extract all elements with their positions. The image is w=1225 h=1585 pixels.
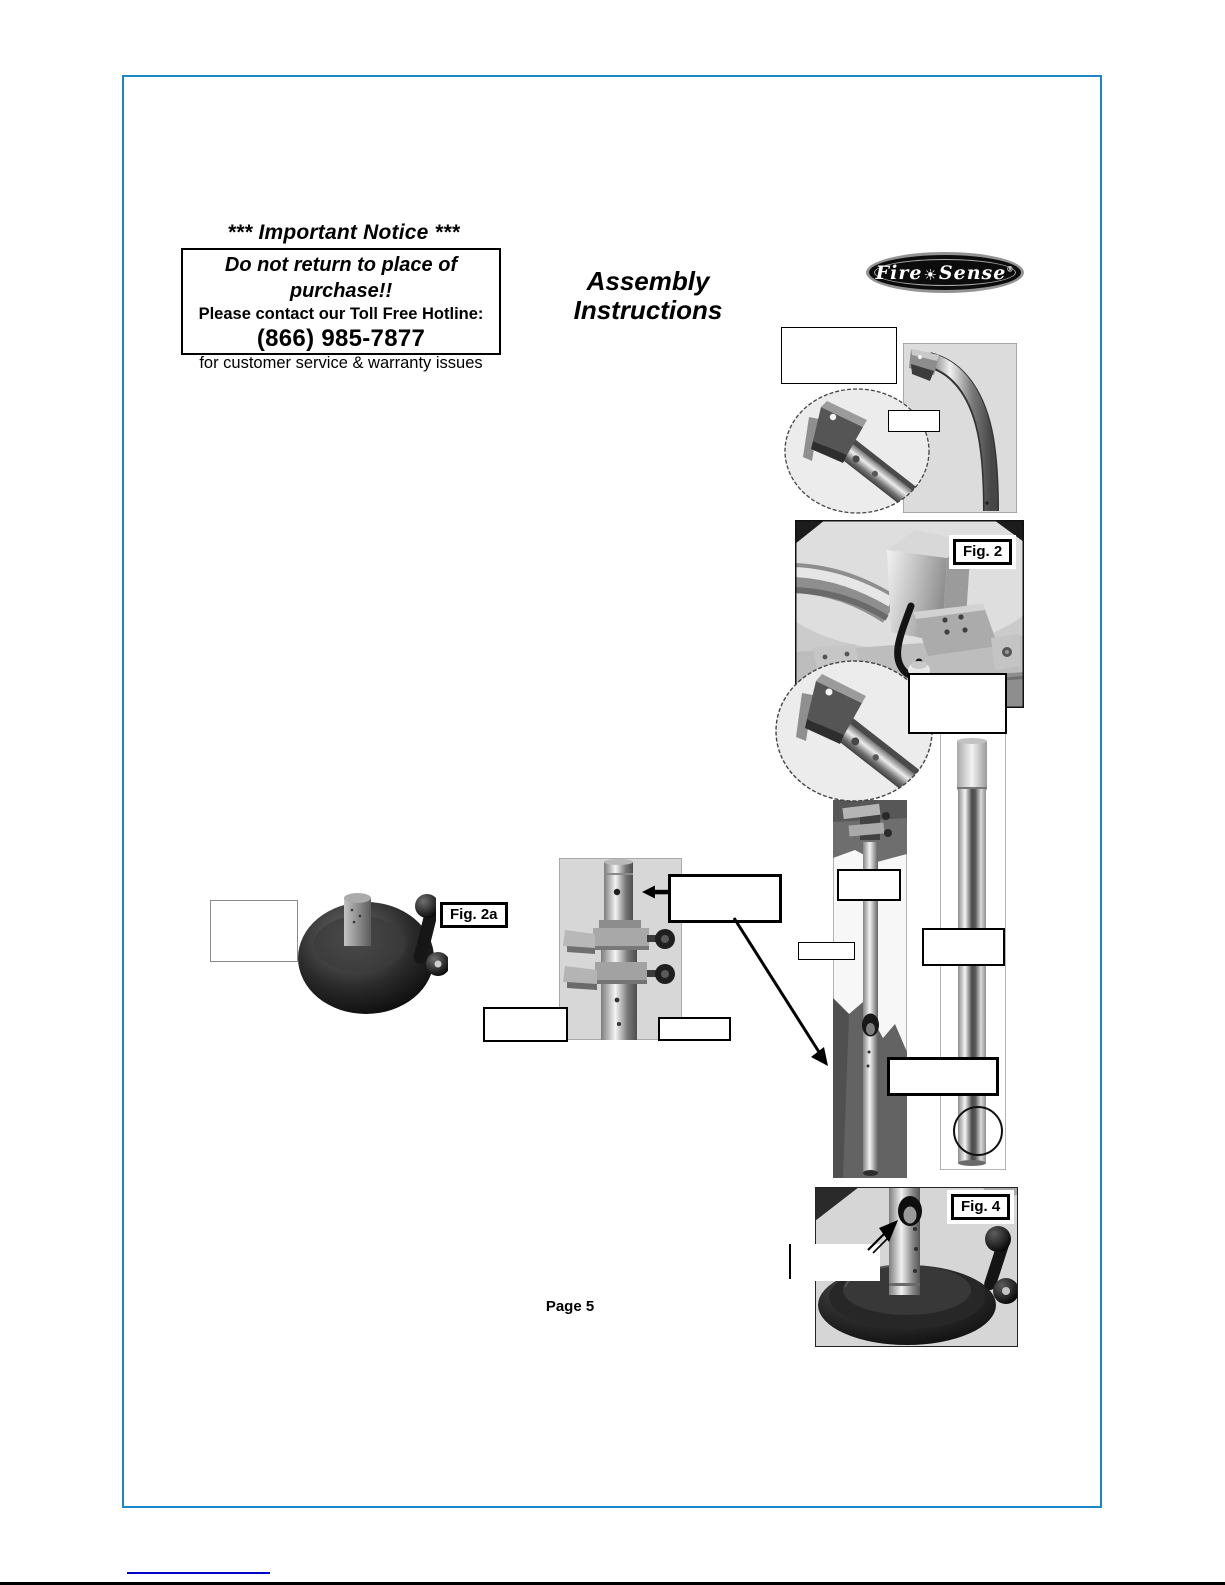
callout-box-fig2	[908, 673, 1007, 734]
callout-box-center-right	[658, 1017, 731, 1041]
callout-box-fig1	[781, 327, 897, 384]
notice-hotline-line: Please contact our Toll Free Hotline:	[198, 305, 484, 323]
bracket-closeup-inset-1	[783, 387, 931, 515]
callout-arrow-fig4-icon	[866, 1216, 906, 1256]
logo-text	[876, 262, 1015, 284]
page-title-line2: Instructions	[573, 295, 723, 325]
important-notice-box	[181, 248, 501, 372]
footer-link-underline[interactable]	[127, 1572, 270, 1574]
fig2a-label: Fig. 2a	[440, 902, 508, 928]
page-title-line1: Assembly	[586, 266, 710, 296]
pole-end-highlight-circle	[953, 1106, 1003, 1156]
fire-sense-logo	[866, 252, 1024, 293]
notice-phone-number: (866) 985-7877	[256, 325, 426, 352]
notice-warranty-line: for customer service & warranty issues	[199, 354, 483, 372]
logo-word-fire: Fire	[875, 261, 923, 284]
fig4-label: Fig. 4	[951, 1194, 1010, 1220]
page-number: Page 5	[545, 1298, 595, 1315]
callout-box-wide	[887, 1057, 999, 1096]
lower-post-photo	[833, 800, 907, 1178]
base-weight-photo	[296, 882, 448, 1016]
callout-arrow-long-icon	[724, 912, 836, 1072]
important-notice-heading: *** Important Notice ***	[227, 221, 460, 244]
notice-title-line: Do not return to place of purchase!!	[224, 254, 458, 302]
callout-box-left-pole	[837, 869, 901, 901]
callout-box-center-left	[483, 1007, 568, 1042]
fig4-cursor-bar	[789, 1244, 791, 1279]
callout-arrow-left-icon	[641, 883, 671, 901]
registered-mark: ®	[1006, 264, 1015, 274]
callout-box-fig2a	[210, 900, 298, 962]
callout-box-inset1	[888, 410, 940, 432]
callout-box-right-pole	[922, 928, 1005, 966]
logo-word-sense: Sense	[938, 261, 1007, 284]
page-title	[553, 267, 743, 325]
sun-icon: ☀	[923, 265, 938, 284]
fig2-label: Fig. 2	[953, 539, 1012, 565]
